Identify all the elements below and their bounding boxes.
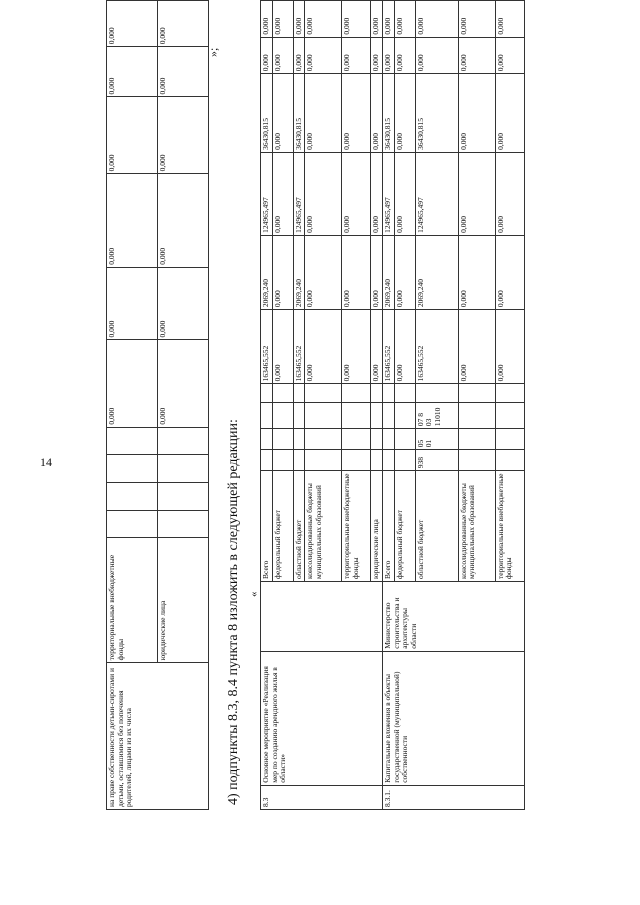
value-cell: 36430,815 [415,74,458,153]
empty-cell [272,403,293,429]
empty-cell [261,384,273,403]
value-cell: 36430,815 [293,74,305,153]
empty-cell [272,384,293,403]
grbs-code: 938 [415,450,458,471]
empty-cell [293,384,305,403]
value-cell: 0,000 [394,37,415,74]
value-cell: 0,000 [342,235,371,309]
value-cell: 0,000 [272,37,293,74]
source-label: юридические лица [371,471,383,582]
executor: Министерство строительства и архитектуры области [382,581,524,651]
source-label: юридические лица [158,538,209,663]
empty-cell [382,429,394,450]
value-cell: 0,000 [342,1,371,38]
value-cell: 0,000 [107,1,158,47]
value-cell: 0,000 [305,37,342,74]
value-cell: 0,000 [272,152,293,235]
value-cell: 0,000 [305,152,342,235]
value-cell: 0,000 [495,310,524,384]
value-cell: 0,000 [371,235,383,309]
value-cell: 0,000 [342,152,371,235]
source-label: областной бюджет [415,471,458,582]
row-description: на праве собственности детьми-сиротами и детьми, оставшимися без попечения родителей, лицами из их числа [107,663,209,810]
value-cell: 0,000 [305,74,342,153]
amendment-heading: 4) подпункты 8.3, 8.4 пункта 8 изложить в следующей редакции: [226,419,241,805]
empty-cell [394,403,415,429]
value-cell: 124965,497 [415,152,458,235]
page-number: 14 [40,455,52,469]
value-cell: 0,000 [158,97,209,174]
value-cell: 0,000 [293,37,305,74]
empty-cell [107,482,158,510]
open-quote-mark: « [248,591,260,597]
empty-cell [305,429,342,450]
empty-cell [293,450,305,471]
value-cell: 124965,497 [293,152,305,235]
empty-cell [342,429,371,450]
value-cell: 2069,240 [415,235,458,309]
value-cell: 0,000 [272,1,293,38]
value-cell: 0,000 [272,310,293,384]
value-cell: 0,000 [371,152,383,235]
value-cell: 0,000 [371,310,383,384]
empty-cell [261,429,273,450]
value-cell: 0,000 [371,37,383,74]
value-cell: 2069,240 [293,235,305,309]
value-cell: 163465,552 [382,310,394,384]
empty-cell [394,384,415,403]
row-number: 8.3 [261,785,383,809]
value-cell: 0,000 [495,37,524,74]
measure-name: Капитальные вложения в объекты государственной (муниципальной) собственности [382,651,524,785]
value-cell: 0,000 [382,37,394,74]
empty-cell [158,482,209,510]
value-cell: 124965,497 [261,152,273,235]
value-cell: 0,000 [293,1,305,38]
value-cell: 163465,552 [293,310,305,384]
empty-cell [382,450,394,471]
csr-code: 07 8 03 11010 [415,403,458,429]
value-cell: 0,000 [458,235,495,309]
value-cell: 0,000 [272,74,293,153]
source-label: консолидированные бюджеты муниципальных образований [305,471,342,582]
value-cell: 0,000 [394,152,415,235]
source-label: территориальные внебюджетные фонды [107,538,158,663]
value-cell: 0,000 [415,1,458,38]
empty-cell [305,450,342,471]
value-cell: 0,000 [342,74,371,153]
value-cell: 0,000 [458,310,495,384]
value-cell: 0,000 [305,310,342,384]
value-cell: 0,000 [394,310,415,384]
closing-quote-mark: »; [206,47,220,57]
source-label: областной бюджет [293,471,305,582]
value-cell: 0,000 [272,235,293,309]
source-label: территориальные внебюджетные фонды [342,471,371,582]
row-number: 8.3.1. [382,785,524,809]
measure-name: Основное мероприятие «Реализация мер по созданию арендного жилья в области» [261,651,383,785]
empty-cell [415,384,458,403]
main-table [260,0,525,810]
value-cell: 0,000 [158,174,209,267]
empty-cell [107,455,158,483]
source-label: Всего [261,471,273,582]
empty-cell [272,429,293,450]
empty-cell [158,510,209,538]
empty-cell [394,429,415,450]
continuation-table [106,0,209,810]
empty-cell [382,384,394,403]
empty-cell [458,384,495,403]
value-cell: 0,000 [158,340,209,427]
source-label: консолидированные бюджеты муниципальных образований [458,471,495,582]
empty-cell [158,427,209,455]
value-cell: 0,000 [415,37,458,74]
value-cell: 0,000 [107,47,158,97]
source-label: территориальные внебюджетные фонды [495,471,524,582]
value-cell: 2069,240 [261,235,273,309]
value-cell: 0,000 [495,235,524,309]
empty-cell [342,384,371,403]
empty-cell [495,450,524,471]
value-cell: 0,000 [342,37,371,74]
value-cell: 0,000 [458,152,495,235]
value-cell: 36430,815 [261,74,273,153]
value-cell: 163465,552 [261,310,273,384]
empty-cell [342,403,371,429]
empty-cell [107,427,158,455]
empty-cell [305,403,342,429]
empty-cell [158,455,209,483]
value-cell: 0,000 [458,74,495,153]
value-cell: 0,000 [305,235,342,309]
empty-cell [382,403,394,429]
value-cell: 0,000 [158,1,209,47]
empty-cell [495,429,524,450]
value-cell: 0,000 [107,97,158,174]
empty-cell [261,450,273,471]
value-cell: 0,000 [495,1,524,38]
empty-cell [495,384,524,403]
value-cell: 0,000 [495,152,524,235]
rzpr-code: 05 01 [415,429,458,450]
empty-cell [458,450,495,471]
value-cell: 0,000 [394,235,415,309]
value-cell: 0,000 [394,74,415,153]
empty-cell [458,403,495,429]
source-label: федеральный бюджет [394,471,415,582]
value-cell: 36430,815 [382,74,394,153]
value-cell: 0,000 [158,267,209,340]
empty-cell [394,450,415,471]
source-label: Всего [382,471,394,582]
source-label: федеральный бюджет [272,471,293,582]
empty-cell [458,429,495,450]
value-cell: 2069,240 [382,235,394,309]
empty-cell [371,384,383,403]
empty-cell [495,403,524,429]
executor-cell [261,581,383,651]
value-cell: 0,000 [261,1,273,38]
value-cell: 0,000 [458,1,495,38]
value-cell: 0,000 [158,47,209,97]
value-cell: 0,000 [382,1,394,38]
empty-cell [305,384,342,403]
value-cell: 0,000 [107,174,158,267]
value-cell: 0,000 [394,1,415,38]
value-cell: 0,000 [261,37,273,74]
value-cell: 0,000 [458,37,495,74]
empty-cell [293,403,305,429]
value-cell: 163465,552 [415,310,458,384]
value-cell: 0,000 [342,310,371,384]
value-cell: 0,000 [495,74,524,153]
value-cell: 0,000 [107,267,158,340]
empty-cell [371,450,383,471]
value-cell: 0,000 [305,1,342,38]
value-cell: 124965,497 [382,152,394,235]
empty-cell [293,429,305,450]
empty-cell [371,403,383,429]
value-cell: 0,000 [371,74,383,153]
empty-cell [371,429,383,450]
empty-cell [272,450,293,471]
empty-cell [107,510,158,538]
value-cell: 0,000 [107,340,158,427]
empty-cell [261,403,273,429]
value-cell: 0,000 [371,1,383,38]
empty-cell [342,450,371,471]
